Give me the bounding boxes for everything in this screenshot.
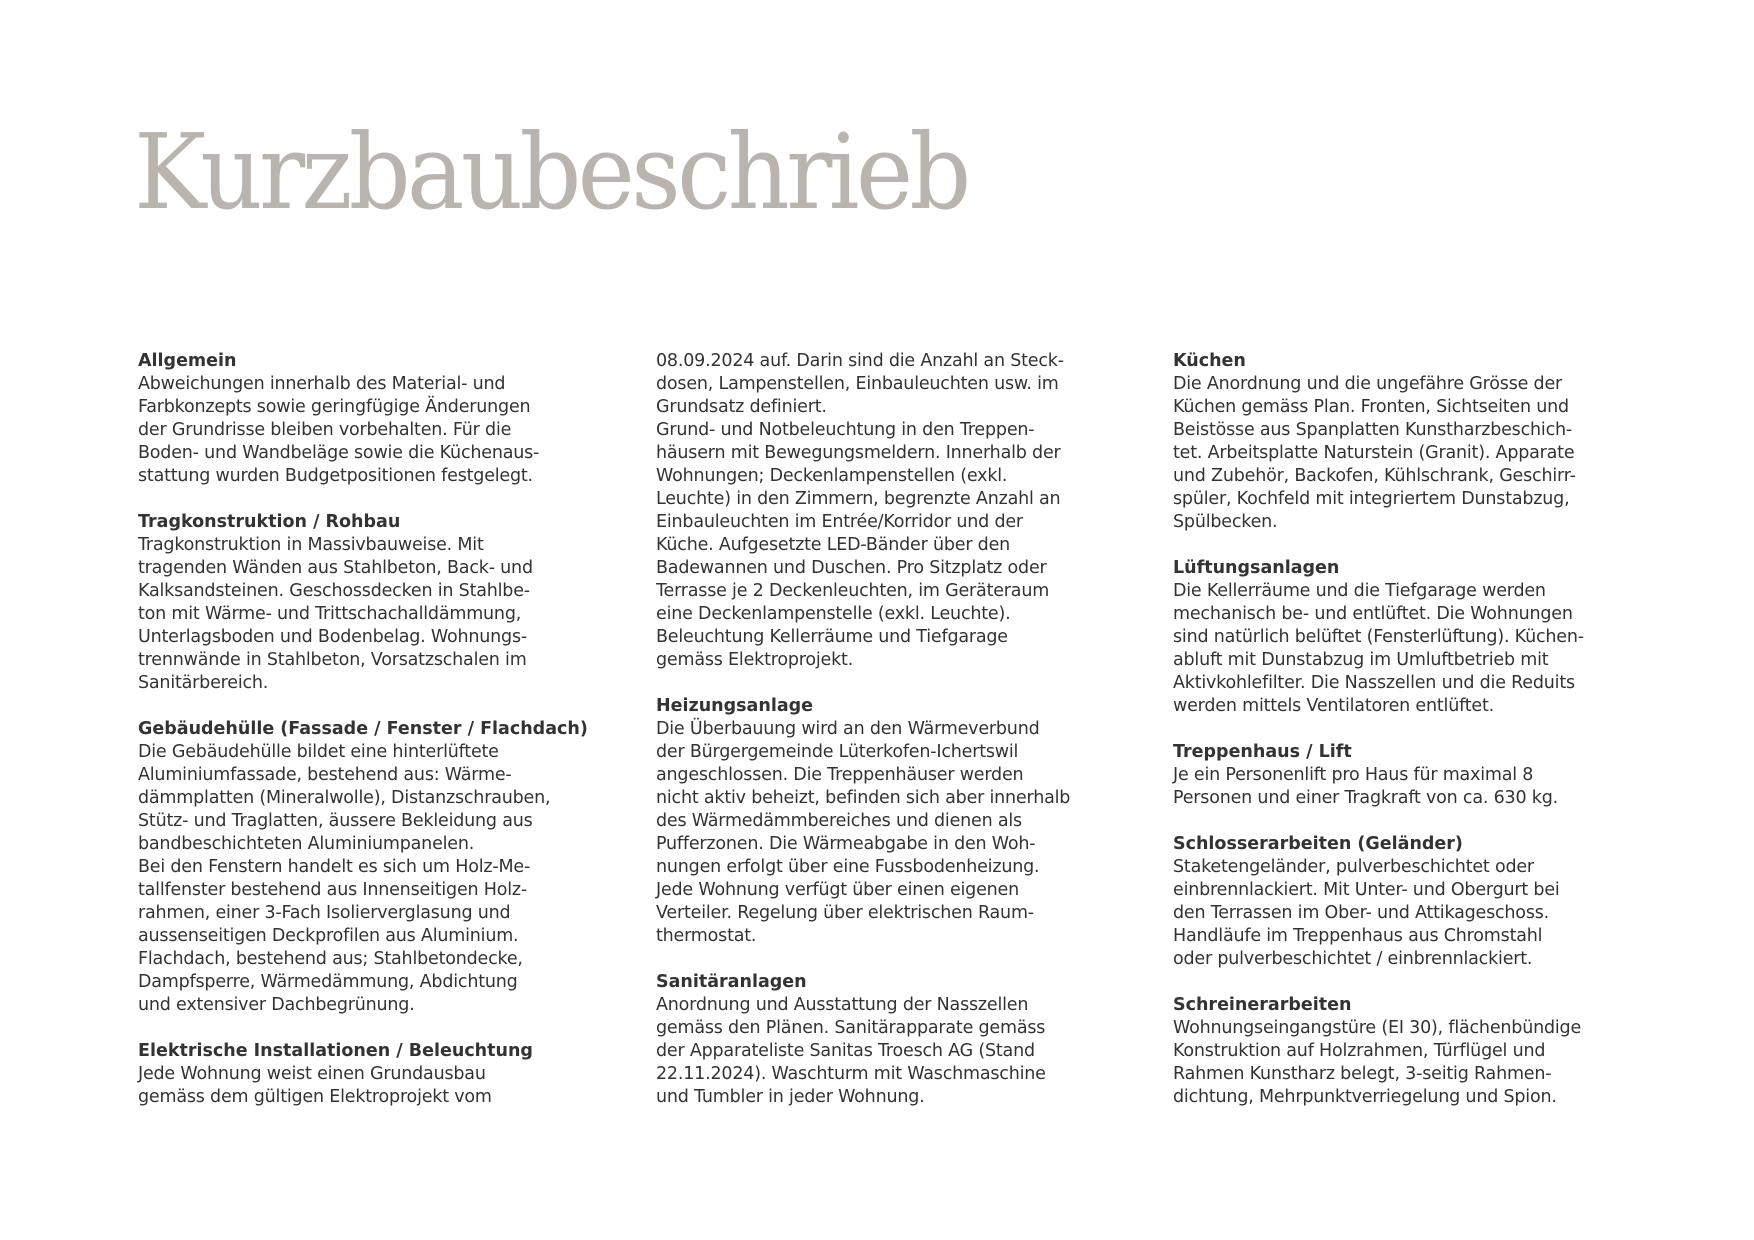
body-text-line: den Terrassen im Ober- und Attikageschoss.: [1173, 903, 1550, 923]
section-heading: Schlosserarbeiten (Geländer): [1173, 834, 1463, 854]
body-text-line: Grund- und Notbeleuchtung in den Treppen-: [656, 420, 1035, 440]
column-1: [138, 350, 638, 1132]
body-text-line: eine Deckenlampenstelle (exkl. Leuchte).: [656, 604, 1011, 624]
body-text-line: Aluminiumfassade, bestehend aus: Wärme-: [138, 765, 512, 785]
body-text-line: Bei den Fenstern handelt es sich um Holz-Me-: [138, 857, 531, 877]
body-text-line: Beleuchtung Kellerräume und Tiefgarage: [656, 627, 1008, 647]
body-text-line: Die Anordnung und die ungefähre Grösse der: [1173, 374, 1563, 394]
body-text-line: Terrasse je 2 Deckenleuchten, im Geräteraum: [656, 581, 1050, 601]
section-heading: Heizungsanlage: [656, 696, 814, 716]
body-text-line: häusern mit Bewegungsmeldern. Innerhalb der: [656, 443, 1061, 463]
body-text-line: thermostat.: [656, 926, 757, 946]
body-text-line: Die Überbauung wird an den Wärmeverbund: [656, 719, 1040, 739]
body-text-line: Kalksandsteinen. Geschossdecken in Stahlbe-: [138, 581, 530, 601]
body-text-line: tallfenster bestehend aus Innenseitigen Holz-: [138, 880, 527, 900]
body-text-line: einbrennlackiert. Mit Unter- und Obergurt bei: [1173, 880, 1560, 900]
body-text-line: bandbeschichteten Aluminiumpanelen.: [138, 834, 475, 854]
section: [656, 971, 1156, 1109]
body-text-line: Wohnungseingangstüre (EI 30), flächenbündige: [1173, 1018, 1582, 1038]
body-text-line: Rahmen Kunstharz belegt, 3-seitig Rahmen-: [1173, 1064, 1552, 1084]
body-text-line: oder pulverbeschichtet / einbrennlackiert.: [1173, 949, 1533, 969]
section: [656, 350, 1156, 672]
body-text-line: des Wärmedämmbereiches und dienen als: [656, 811, 1022, 831]
body-text-line: tragenden Wänden aus Stahlbeton, Back- und: [138, 558, 533, 578]
body-text-line: dosen, Lampenstellen, Einbauleuchten usw. im: [656, 374, 1059, 394]
body-text-line: Grundsatz definiert.: [656, 397, 827, 417]
body-text-line: 22.11.2024). Waschturm mit Waschmaschine: [656, 1064, 1046, 1084]
body-text-line: spüler, Kochfeld mit integriertem Dunstabzug,: [1173, 489, 1570, 509]
body-text-line: abluft mit Dunstabzug im Umluftbetrieb mit: [1173, 650, 1549, 670]
body-text-line: angeschlossen. Die Treppenhäuser werden: [656, 765, 1024, 785]
body-text-line: Unterlagsboden und Bodenbelag. Wohnungs-: [138, 627, 527, 647]
page-title: Kurzbaubeschrieb: [134, 111, 968, 233]
body-text-line: Die Gebäudehülle bildet eine hinterlüftete: [138, 742, 499, 762]
body-text-line: aussenseitigen Deckprofilen aus Aluminium.: [138, 926, 519, 946]
body-text-line: dichtung, Mehrpunktverriegelung und Spion.: [1173, 1087, 1557, 1107]
body-text-line: Staketengeländer, pulverbeschichtet oder: [1173, 857, 1534, 877]
column-3: [1173, 350, 1673, 1132]
body-text-line: Stütz- und Traglatten, äussere Bekleidung aus: [138, 811, 533, 831]
body-text-line: Farbkonzepts sowie geringfügige Änderungen: [138, 397, 531, 417]
body-text-line: Je ein Personenlift pro Haus für maximal 8: [1173, 765, 1534, 785]
body-text-line: sind natürlich belüftet (Fensterlüftung). Küchen-: [1173, 627, 1584, 647]
body-text-line: stattung wurden Budgetpositionen festgelegt.: [138, 466, 533, 486]
body-text-line: Beistösse aus Spanplatten Kunstharzbeschich-: [1173, 420, 1573, 440]
body-text-line: Aktivkohlefilter. Die Nasszellen und die Reduits: [1173, 673, 1575, 693]
body-text-line: Boden- und Wandbeläge sowie die Küchenaus-: [138, 443, 540, 463]
section-heading: Gebäudehülle (Fassade / Fenster / Flachdach): [138, 719, 588, 739]
column-2: [656, 350, 1156, 1132]
body-text-line: Anordnung und Ausstattung der Nasszellen: [656, 995, 1029, 1015]
body-text-line: Personen und einer Tragkraft von ca. 630 kg.: [1173, 788, 1558, 808]
body-text-line: Wohnungen; Deckenlampenstellen (exkl.: [656, 466, 1008, 486]
body-text-line: trennwände in Stahlbeton, Vorsatzschalen im: [138, 650, 527, 670]
body-text-line: ton mit Wärme- und Trittschachalldämmung,: [138, 604, 522, 624]
body-text-line: Die Kellerräume und die Tiefgarage werden: [1173, 581, 1546, 601]
body-text-line: 08.09.2024 auf. Darin sind die Anzahl an Steck-: [656, 351, 1064, 371]
section: [1173, 741, 1673, 810]
body-text-line: Abweichungen innerhalb des Material- und: [138, 374, 506, 394]
section: [1173, 350, 1673, 534]
body-text-line: Spülbecken.: [1173, 512, 1278, 532]
section-heading: Tragkonstruktion / Rohbau: [138, 512, 401, 532]
section: [138, 718, 638, 1017]
section-heading: Sanitäranlagen: [656, 972, 807, 992]
body-text-line: Jede Wohnung verfügt über einen eigenen: [656, 880, 1020, 900]
body-text-line: Badewannen und Duschen. Pro Sitzplatz oder: [656, 558, 1047, 578]
section-heading: Schreinerarbeiten: [1173, 995, 1352, 1015]
body-text-line: Pufferzonen. Die Wärmeabgabe in den Woh-: [656, 834, 1036, 854]
section-heading: Allgemein: [138, 351, 237, 371]
body-text-line: gemäss den Plänen. Sanitärapparate gemäss: [656, 1018, 1046, 1038]
section: [1173, 994, 1673, 1109]
body-text-line: gemäss dem gültigen Elektroprojekt vom: [138, 1087, 492, 1107]
body-text-line: und Tumbler in jeder Wohnung.: [656, 1087, 925, 1107]
body-text-line: nicht aktiv beheizt, befinden sich aber innerhalb: [656, 788, 1071, 808]
body-text-line: Verteiler. Regelung über elektrischen Raum-: [656, 903, 1034, 923]
body-text-line: tet. Arbeitsplatte Naturstein (Granit). Apparate: [1173, 443, 1575, 463]
body-text-line: der Apparateliste Sanitas Troesch AG (Stand: [656, 1041, 1035, 1061]
section: [656, 695, 1156, 948]
body-text-line: Einbauleuchten im Entrée/Korridor und der: [656, 512, 1023, 532]
section-heading: Küchen: [1173, 351, 1246, 371]
body-text-line: nungen erfolgt über eine Fussbodenheizung.: [656, 857, 1040, 877]
section: [1173, 557, 1673, 718]
body-text-line: gemäss Elektroprojekt.: [656, 650, 854, 670]
body-text-line: und extensiver Dachbegrünung.: [138, 995, 415, 1015]
body-text-line: Küche. Aufgesetzte LED-Bänder über den: [656, 535, 1011, 555]
body-text-line: Dampfsperre, Wärmedämmung, Abdichtung: [138, 972, 518, 992]
body-text-line: Handläufe im Treppenhaus aus Chromstahl: [1173, 926, 1543, 946]
section: [1173, 833, 1673, 971]
body-text-line: Sanitärbereich.: [138, 673, 269, 693]
body-text-line: mechanisch be- und entlüftet. Die Wohnungen: [1173, 604, 1573, 624]
section: [138, 511, 638, 695]
body-text-line: der Bürgergemeinde Lüterkofen-Ichertswil: [656, 742, 1019, 762]
body-text-line: und Zubehör, Backofen, Kühlschrank, Geschirr-: [1173, 466, 1576, 486]
section-heading: Elektrische Installationen / Beleuchtung: [138, 1041, 533, 1061]
body-text-line: werden mittels Ventilatoren entlüftet.: [1173, 696, 1494, 716]
section-heading: Treppenhaus / Lift: [1173, 742, 1352, 762]
section: [138, 350, 638, 488]
body-text-line: dämmplatten (Mineralwolle), Distanzschrauben,: [138, 788, 551, 808]
body-text-line: Küchen gemäss Plan. Fronten, Sichtseiten und: [1173, 397, 1569, 417]
body-text-line: Jede Wohnung weist einen Grundausbau: [138, 1064, 486, 1084]
body-text-line: rahmen, einer 3-Fach Isolierverglasung und: [138, 903, 511, 923]
body-text-line: Leuchte) in den Zimmern, begrenzte Anzahl an: [656, 489, 1061, 509]
body-text-line: der Grundrisse bleiben vorbehalten. Für die: [138, 420, 512, 440]
body-text-line: Flachdach, bestehend aus; Stahlbetondecke,: [138, 949, 523, 969]
body-text-line: Tragkonstruktion in Massivbauweise. Mit: [138, 535, 484, 555]
section: [138, 1040, 638, 1109]
body-text-line: Konstruktion auf Holzrahmen, Türflügel und: [1173, 1041, 1546, 1061]
section-heading: Lüftungsanlagen: [1173, 558, 1340, 578]
